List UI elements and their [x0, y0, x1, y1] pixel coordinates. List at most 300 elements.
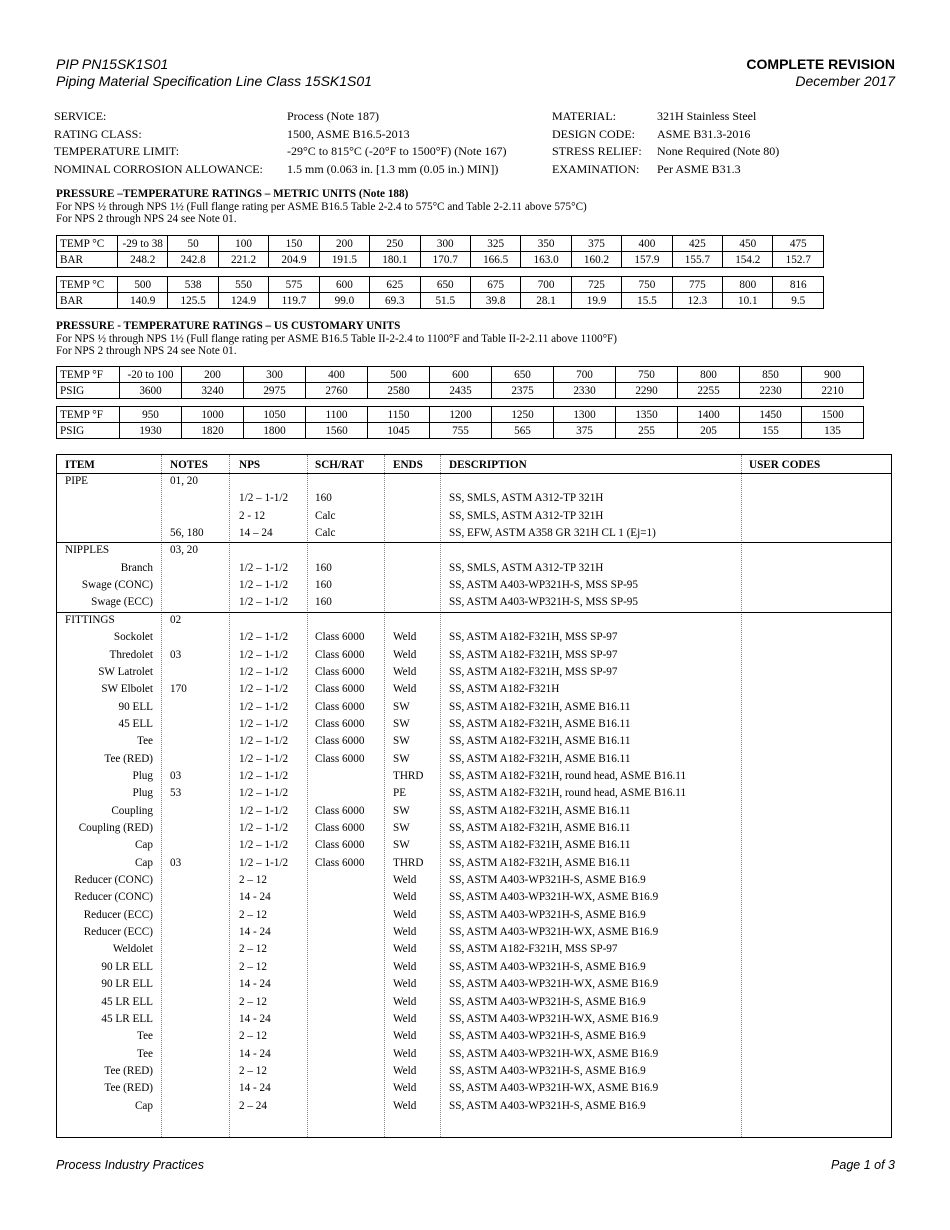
ends-cell: THRD [393, 769, 424, 782]
ends-cell: Weld [393, 1012, 417, 1025]
temperature-row [57, 236, 824, 252]
notes-cell: 03 [170, 856, 182, 869]
description-cell: SS, ASTM A403-WP321H-S, ASME B16.9 [449, 1030, 646, 1043]
row-label: BAR [57, 293, 118, 309]
ends-cell: Weld [393, 978, 417, 991]
temperature-cell: 325 [470, 236, 520, 252]
revision-label: COMPLETE REVISION [746, 56, 895, 72]
description-cell: SS, SMLS, ASTM A312-TP 321H [449, 492, 604, 505]
rating-cell: Class 6000 [315, 735, 365, 748]
spec-value: 321H Stainless Steel [657, 109, 757, 123]
column-header-desc: DESCRIPTION [449, 459, 527, 471]
pressure-cell: 15.5 [622, 293, 672, 309]
rating-cell: 160 [315, 561, 332, 574]
row-label: PSIG [57, 423, 120, 439]
temperature-cell: 425 [672, 236, 722, 252]
category-label: FITTINGS [65, 613, 115, 626]
rating-cell: 160 [315, 579, 332, 592]
material-table [56, 454, 892, 1138]
item-label: 45 LR ELL [101, 995, 153, 1008]
temperature-row [57, 277, 824, 293]
row-label: TEMP °C [57, 236, 118, 252]
ends-cell: Weld [393, 648, 417, 661]
ends-cell: Weld [393, 1064, 417, 1077]
us-note-1: For NPS ½ through NPS 1½ (Full flange rating per ASME B16.5 Table II-2-2.4 to 1100°F and Table II-2-2.11 above 1100°F) [56, 332, 618, 345]
item-label: Sockolet [113, 631, 153, 644]
pressure-cell: 119.7 [269, 293, 319, 309]
column-divider [440, 455, 441, 1137]
temperature-cell: 850 [740, 367, 802, 383]
ends-cell: Weld [393, 891, 417, 904]
nps-cell: 14 - 24 [239, 891, 271, 904]
ends-cell: SW [393, 804, 410, 817]
nps-cell: 14 - 24 [239, 926, 271, 939]
nps-cell: 1/2 – 1-1/2 [239, 596, 289, 609]
rating-cell: Class 6000 [315, 717, 365, 730]
pressure-cell: 2330 [554, 383, 616, 399]
spec-label: STRESS RELIEF: [552, 144, 642, 158]
item-label: Tee (RED) [104, 1064, 153, 1077]
temperature-cell: 500 [368, 367, 430, 383]
item-label: Reducer (CONC) [74, 891, 153, 904]
pressure-cell: 205 [678, 423, 740, 439]
ends-cell: THRD [393, 856, 424, 869]
pressure-cell: 204.9 [269, 252, 319, 268]
column-divider [741, 455, 742, 1137]
spec-label: MATERIAL: [552, 109, 616, 123]
pressure-cell: 1820 [182, 423, 244, 439]
description-cell: SS, ASTM A403-WP321H-S, ASME B16.9 [449, 874, 646, 887]
row-label: TEMP °F [57, 367, 120, 383]
temperature-cell: 950 [120, 407, 182, 423]
description-cell: SS, ASTM A403-WP321H-WX, ASME B16.9 [449, 926, 659, 939]
ends-cell: SW [393, 735, 410, 748]
pressure-cell: 2255 [678, 383, 740, 399]
notes-cell: 56, 180 [170, 527, 204, 540]
pressure-cell: 155 [740, 423, 802, 439]
temperature-cell: 538 [168, 277, 218, 293]
description-cell: SS, ASTM A403-WP321H-S, ASME B16.9 [449, 995, 646, 1008]
pressure-row [57, 383, 864, 399]
temperature-cell: 750 [616, 367, 678, 383]
category-label: PIPE [65, 475, 89, 487]
item-label: 45 ELL [118, 717, 153, 730]
item-label: Cap [134, 1099, 153, 1112]
temperature-cell: 1250 [492, 407, 554, 423]
pressure-cell: 2760 [306, 383, 368, 399]
nps-cell: 1/2 – 1-1/2 [239, 839, 289, 852]
row-label: TEMP °F [57, 407, 120, 423]
column-header-ends: ENDS [393, 459, 423, 471]
temperature-row [57, 367, 864, 383]
footer-org: Process Industry Practices [56, 1158, 204, 1172]
temperature-cell: 350 [521, 236, 571, 252]
nps-cell: 1/2 – 1-1/2 [239, 561, 289, 574]
pressure-row [57, 423, 864, 439]
description-cell: SS, SMLS, ASTM A312-TP 321H [449, 561, 604, 574]
nps-cell: 2 – 12 [239, 1030, 267, 1043]
spec-value: Per ASME B31.3 [657, 161, 741, 176]
pressure-cell: 221.2 [218, 252, 268, 268]
description-cell: SS, ASTM A403-WP321H-S, ASME B16.9 [449, 908, 646, 921]
nps-cell: 1/2 – 1-1/2 [239, 665, 289, 678]
temperature-cell: 625 [370, 277, 420, 293]
column-header-nps: NPS [239, 459, 261, 471]
metric-title: PRESSURE –TEMPERATURE RATINGS – METRIC UNITS (Note 188) [56, 188, 409, 200]
metric-rating-table-1 [56, 235, 824, 268]
rating-cell: Class 6000 [315, 839, 365, 852]
spec-value: 1.5 mm (0.063 in. [1.3 mm (0.05 in.) MIN]) [287, 161, 499, 176]
description-cell: SS, ASTM A403-WP321H-S, ASME B16.9 [449, 1064, 646, 1077]
ends-cell: Weld [393, 926, 417, 939]
rating-cell: Class 6000 [315, 822, 365, 834]
category-label: NIPPLES [65, 544, 110, 557]
rating-cell: Class 6000 [315, 648, 365, 661]
pressure-row [57, 293, 824, 309]
temperature-cell: 550 [218, 277, 268, 293]
temperature-cell: 400 [622, 236, 672, 252]
item-label: SW Elbolet [101, 683, 153, 696]
revision-header [746, 56, 895, 90]
item-label: SW Latrolet [98, 665, 153, 678]
us-section-text [56, 320, 617, 358]
description-cell: SS, ASTM A403-WP321H-S, ASME B16.9 [449, 960, 646, 973]
temperature-cell: 400 [306, 367, 368, 383]
item-label: Tee [137, 1030, 153, 1043]
description-cell: SS, ASTM A403-WP321H-S, ASME B16.9 [449, 1099, 646, 1112]
item-label: Coupling [111, 804, 153, 817]
rating-cell: 160 [315, 492, 332, 505]
pressure-cell: 248.2 [118, 252, 168, 268]
rating-cell: Calc [315, 527, 336, 540]
nps-cell: 1/2 – 1-1/2 [239, 717, 289, 730]
ends-cell: SW [393, 822, 410, 834]
ends-cell: SW [393, 717, 410, 730]
pressure-cell: 163.0 [521, 252, 571, 268]
description-cell: SS, ASTM A403-WP321H-S, MSS SP-95 [449, 596, 638, 609]
nps-cell: 1/2 – 1-1/2 [239, 752, 289, 765]
temperature-cell: 1000 [182, 407, 244, 423]
temperature-cell: 150 [269, 236, 319, 252]
nps-cell: 1/2 – 1-1/2 [239, 856, 289, 869]
nps-cell: 14 - 24 [239, 1047, 271, 1060]
column-header-item: ITEM [65, 459, 95, 471]
nps-cell: 2 – 12 [239, 1064, 267, 1077]
nps-cell: 2 – 12 [239, 995, 267, 1008]
item-label: Cap [134, 839, 153, 852]
rating-cell: Class 6000 [315, 856, 365, 869]
item-label: Plug [132, 787, 153, 800]
item-label: Branch [120, 561, 153, 574]
pressure-cell: 12.3 [672, 293, 722, 309]
pressure-cell: 1045 [368, 423, 430, 439]
description-cell: SS, ASTM A182-F321H, MSS SP-97 [449, 648, 618, 661]
spec-value: 1500, ASME B16.5-2013 [287, 126, 410, 141]
temperature-cell: 816 [773, 277, 824, 293]
item-label: Tee [137, 1047, 153, 1060]
temperature-cell: 1500 [802, 407, 864, 423]
nps-cell: 1/2 – 1-1/2 [239, 735, 289, 748]
temperature-cell: 650 [420, 277, 470, 293]
notes-cell: 01, 20 [170, 475, 198, 487]
spec-label: DESIGN CODE: [552, 126, 635, 141]
metric-note-1: For NPS ½ through NPS 1½ (Full flange rating per ASME B16.5 Table 2-2.4 to 575°C and Table 2-2.11 above 575°C) [56, 200, 587, 213]
temperature-cell: 300 [420, 236, 470, 252]
item-label: Reducer (ECC) [83, 908, 153, 921]
item-label: 90 LR ELL [101, 978, 153, 991]
description-cell: SS, ASTM A182-F321H, round head, ASME B16.11 [449, 769, 687, 782]
pressure-cell: 180.1 [370, 252, 420, 268]
item-label: 90 LR ELL [101, 960, 153, 973]
rating-cell: Class 6000 [315, 700, 365, 713]
item-label: Reducer (CONC) [74, 874, 153, 887]
nps-cell: 2 – 24 [239, 1099, 267, 1112]
pressure-cell: 140.9 [118, 293, 168, 309]
ends-cell: SW [393, 839, 410, 852]
notes-cell: 02 [170, 613, 182, 626]
column-header-sch: SCH/RAT [315, 459, 364, 471]
temperature-row [57, 407, 864, 423]
nps-cell: 1/2 – 1-1/2 [239, 804, 289, 817]
item-label: Swage (ECC) [91, 596, 153, 609]
description-cell: SS, ASTM A403-WP321H-WX, ASME B16.9 [449, 891, 659, 904]
notes-cell: 03, 20 [170, 544, 198, 557]
column-divider [161, 455, 162, 1137]
description-cell: SS, ASTM A182-F321H, ASME B16.11 [449, 822, 631, 834]
column-divider [307, 455, 308, 1137]
description-cell: SS, ASTM A182-F321H, ASME B16.11 [449, 735, 631, 748]
description-cell: SS, ASTM A403-WP321H-WX, ASME B16.9 [449, 1012, 659, 1025]
item-label: Cap [134, 856, 153, 869]
nps-cell: 1/2 – 1-1/2 [239, 822, 289, 834]
description-cell: SS, ASTM A182-F321H, ASME B16.11 [449, 717, 631, 730]
section-divider [57, 612, 891, 613]
item-label: 45 LR ELL [101, 1012, 153, 1025]
row-label: PSIG [57, 383, 120, 399]
nps-cell: 2 – 12 [239, 943, 267, 956]
pressure-cell: 2210 [802, 383, 864, 399]
doc-title: Piping Material Specification Line Class 15SK1S01 [56, 73, 372, 89]
nps-cell: 14 - 24 [239, 978, 271, 991]
metric-rating-table-2 [56, 276, 824, 309]
temperature-cell: 300 [244, 367, 306, 383]
ends-cell: Weld [393, 665, 417, 678]
temperature-cell: 1300 [554, 407, 616, 423]
nps-cell: 1/2 – 1-1/2 [239, 579, 289, 592]
temperature-cell: 575 [269, 277, 319, 293]
notes-cell: 03 [170, 648, 182, 661]
temperature-cell: 600 [430, 367, 492, 383]
temperature-cell: -20 to 100 [120, 367, 182, 383]
temperature-cell: 1450 [740, 407, 802, 423]
temperature-cell: 1400 [678, 407, 740, 423]
pressure-cell: 3600 [120, 383, 182, 399]
pressure-cell: 160.2 [571, 252, 621, 268]
description-cell: SS, ASTM A403-WP321H-WX, ASME B16.9 [449, 1047, 659, 1060]
pressure-cell: 9.5 [773, 293, 824, 309]
footer-page: Page 1 of 3 [831, 1158, 895, 1172]
temperature-cell: 600 [319, 277, 369, 293]
pressure-cell: 157.9 [622, 252, 672, 268]
spec-value: Process (Note 187) [287, 109, 379, 123]
description-cell: SS, ASTM A182-F321H, MSS SP-97 [449, 665, 618, 678]
pressure-cell: 1800 [244, 423, 306, 439]
ends-cell: Weld [393, 943, 417, 956]
spec-value: ASME B31.3-2016 [657, 126, 751, 141]
temperature-cell: 725 [571, 277, 621, 293]
temperature-cell: 675 [470, 277, 520, 293]
ends-cell: Weld [393, 683, 417, 696]
row-label: TEMP °C [57, 277, 118, 293]
temperature-cell: 750 [622, 277, 672, 293]
temperature-cell: 200 [319, 236, 369, 252]
description-cell: SS, ASTM A182-F321H [449, 683, 560, 696]
pressure-cell: 69.3 [370, 293, 420, 309]
rating-cell: Class 6000 [315, 665, 365, 678]
temperature-cell: 1150 [368, 407, 430, 423]
nps-cell: 1/2 – 1-1/2 [239, 683, 289, 696]
item-label: Plug [132, 769, 153, 782]
pressure-cell: 755 [430, 423, 492, 439]
pressure-cell: 2375 [492, 383, 554, 399]
temperature-cell: 50 [168, 236, 218, 252]
nps-cell: 1/2 – 1-1/2 [239, 492, 289, 505]
metric-section-text [56, 188, 587, 226]
description-cell: SS, ASTM A403-WP321H-S, MSS SP-95 [449, 579, 638, 592]
description-cell: SS, ASTM A403-WP321H-WX, ASME B16.9 [449, 978, 659, 991]
us-rating-table-2 [56, 406, 864, 439]
temperature-cell: 775 [672, 277, 722, 293]
revision-date: December 2017 [795, 73, 895, 89]
spec-value: None Required (Note 80) [657, 144, 780, 158]
notes-cell: 170 [170, 683, 187, 696]
temperature-cell: 650 [492, 367, 554, 383]
ends-cell: Weld [393, 874, 417, 887]
ends-cell: Weld [393, 631, 417, 644]
pressure-cell: 3240 [182, 383, 244, 399]
description-cell: SS, ASTM A182-F321H, ASME B16.11 [449, 804, 631, 817]
pressure-cell: 124.9 [218, 293, 268, 309]
rating-cell: Class 6000 [315, 752, 365, 765]
metric-note-2: For NPS 2 through NPS 24 see Note 01. [56, 213, 237, 225]
item-label: Tee (RED) [104, 752, 153, 765]
pressure-cell: 2230 [740, 383, 802, 399]
pressure-cell: 152.7 [773, 252, 824, 268]
pressure-cell: 28.1 [521, 293, 571, 309]
temperature-cell: 800 [678, 367, 740, 383]
us-note-2: For NPS 2 through NPS 24 see Note 01. [56, 345, 237, 357]
description-cell: SS, ASTM A182-F321H, ASME B16.11 [449, 700, 631, 713]
pressure-cell: 135 [802, 423, 864, 439]
temperature-cell: -29 to 38 [118, 236, 168, 252]
ends-cell: Weld [393, 1047, 417, 1060]
rating-cell: Calc [315, 509, 336, 522]
pressure-cell: 565 [492, 423, 554, 439]
spec-label: RATING CLASS: [54, 126, 142, 141]
description-cell: SS, ASTM A182-F321H, ASME B16.11 [449, 839, 631, 852]
pressure-cell: 191.5 [319, 252, 369, 268]
rating-cell: Class 6000 [315, 683, 365, 696]
temperature-cell: 500 [118, 277, 168, 293]
ends-cell: SW [393, 752, 410, 765]
pressure-cell: 2580 [368, 383, 430, 399]
doc-id: PIP PN15SK1S01 [56, 56, 169, 72]
pressure-cell: 166.5 [470, 252, 520, 268]
pressure-cell: 2290 [616, 383, 678, 399]
row-label: BAR [57, 252, 118, 268]
nps-cell: 1/2 – 1-1/2 [239, 700, 289, 713]
temperature-cell: 700 [554, 367, 616, 383]
temperature-cell: 1100 [306, 407, 368, 423]
us-rating-table-1 [56, 366, 864, 399]
item-label: Tee (RED) [104, 1082, 153, 1095]
pressure-cell: 2435 [430, 383, 492, 399]
ends-cell: Weld [393, 908, 417, 921]
temperature-cell: 100 [218, 236, 268, 252]
rating-cell: 160 [315, 596, 332, 609]
spec-label: EXAMINATION: [552, 161, 640, 176]
nps-cell: 14 - 24 [239, 1082, 271, 1095]
pressure-cell: 125.5 [168, 293, 218, 309]
pressure-cell: 170.7 [420, 252, 470, 268]
spec-value: -29°C to 815°C (-20°F to 1500°F) (Note 167) [287, 144, 507, 158]
ends-cell: PE [393, 787, 407, 800]
item-label: Coupling (RED) [78, 822, 153, 834]
rating-cell: Class 6000 [315, 631, 365, 644]
nps-cell: 1/2 – 1-1/2 [239, 787, 289, 800]
pressure-row [57, 252, 824, 268]
pressure-cell: 99.0 [319, 293, 369, 309]
nps-cell: 14 - 24 [239, 1012, 271, 1025]
description-cell: SS, ASTM A182-F321H, ASME B16.11 [449, 752, 631, 765]
temperature-cell: 1350 [616, 407, 678, 423]
temperature-cell: 900 [802, 367, 864, 383]
pressure-cell: 51.5 [420, 293, 470, 309]
ends-cell: SW [393, 700, 410, 713]
nps-cell: 1/2 – 1-1/2 [239, 648, 289, 661]
description-cell: SS, EFW, ASTM A358 GR 321H CL 1 (Ej=1) [449, 527, 656, 540]
pressure-cell: 10.1 [723, 293, 773, 309]
description-cell: SS, ASTM A182-F321H, ASME B16.11 [449, 856, 631, 869]
nps-cell: 2 – 12 [239, 960, 267, 973]
temperature-cell: 250 [370, 236, 420, 252]
pressure-cell: 242.8 [168, 252, 218, 268]
column-divider [229, 455, 230, 1137]
temperature-cell: 475 [773, 236, 824, 252]
nps-cell: 14 – 24 [239, 527, 273, 540]
ends-cell: Weld [393, 1099, 417, 1112]
nps-cell: 2 - 12 [239, 509, 266, 522]
description-cell: SS, ASTM A182-F321H, MSS SP-97 [449, 943, 618, 956]
item-label: Reducer (ECC) [83, 926, 153, 939]
spec-label: TEMPERATURE LIMIT: [54, 144, 180, 158]
item-label: Tee [137, 735, 153, 748]
temperature-cell: 375 [571, 236, 621, 252]
pressure-cell: 2975 [244, 383, 306, 399]
temperature-cell: 450 [723, 236, 773, 252]
spec-label: SERVICE: [54, 109, 107, 123]
document-header [56, 56, 372, 90]
ends-cell: Weld [393, 960, 417, 973]
temperature-cell: 1050 [244, 407, 306, 423]
pressure-cell: 19.9 [571, 293, 621, 309]
pressure-cell: 154.2 [723, 252, 773, 268]
column-divider [384, 455, 385, 1137]
nps-cell: 1/2 – 1-1/2 [239, 769, 289, 782]
pressure-cell: 255 [616, 423, 678, 439]
column-header-notes: NOTES [170, 459, 208, 471]
description-cell: SS, ASTM A403-WP321H-WX, ASME B16.9 [449, 1082, 659, 1095]
